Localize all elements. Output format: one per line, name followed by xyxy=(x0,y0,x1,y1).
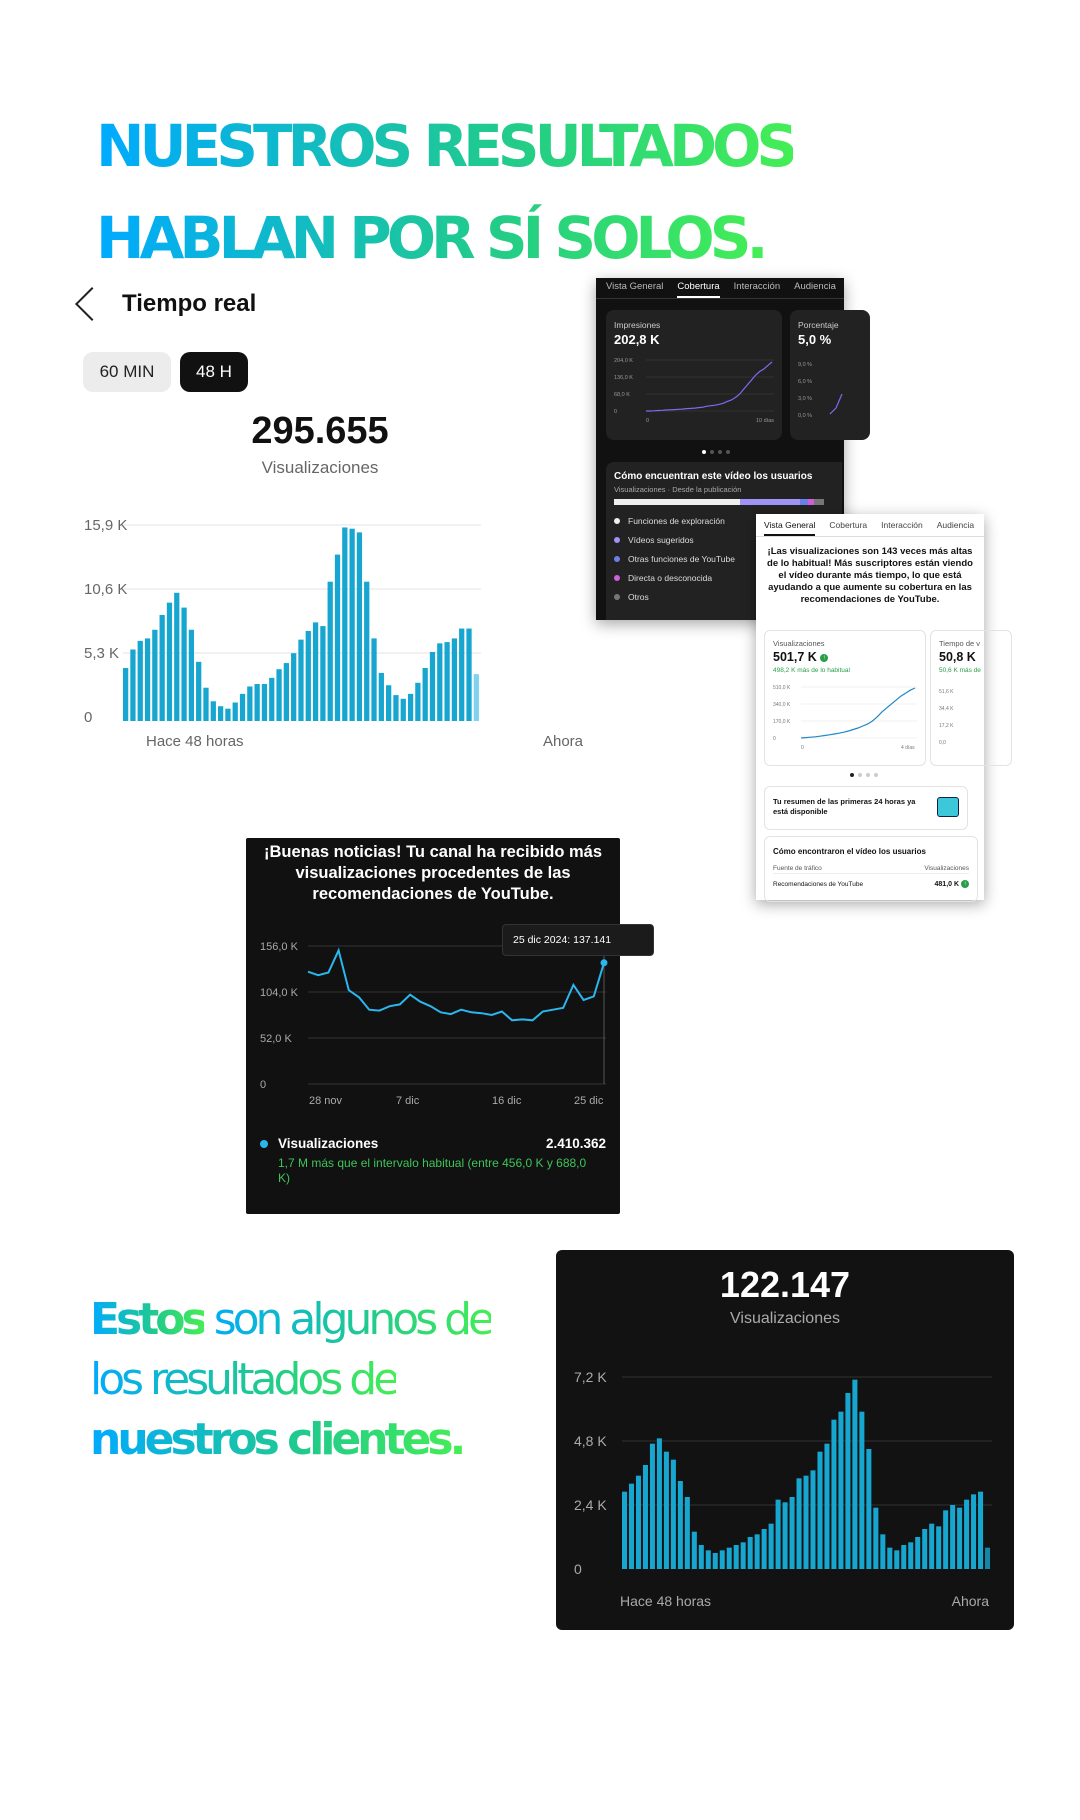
views-chart xyxy=(765,679,925,765)
y-label: 3,0 % xyxy=(798,396,813,402)
bar xyxy=(824,1444,829,1569)
bar xyxy=(783,1502,788,1569)
bar xyxy=(452,638,457,721)
bar xyxy=(657,1438,662,1569)
bar xyxy=(203,688,208,721)
realtime-title: Tiempo real xyxy=(122,290,257,317)
watch-time-panel xyxy=(930,630,1012,766)
bar xyxy=(379,673,384,721)
news-message: ¡Buenas noticias! Tu canal ha recibido más visualizaciones procedentes de las recomendaciones de YouTube. xyxy=(263,843,603,903)
bar xyxy=(189,630,194,721)
dark-realtime-label: Visualizaciones xyxy=(730,1310,840,1327)
y-label: 0 xyxy=(84,709,93,726)
bar xyxy=(880,1534,885,1569)
realtime-total-label: Visualizaciones xyxy=(261,458,379,477)
legend-item: Otras funciones de YouTube xyxy=(628,553,735,564)
bar xyxy=(894,1550,899,1569)
y-label: 0,0 % xyxy=(798,413,813,419)
views-line xyxy=(801,688,915,738)
bar xyxy=(181,608,186,721)
bar xyxy=(720,1550,725,1569)
dark-realtime-total: 122.147 xyxy=(719,1264,851,1305)
bar xyxy=(262,684,267,721)
impressions-chart xyxy=(606,350,782,440)
bar xyxy=(138,641,143,721)
bar xyxy=(459,629,464,721)
bar xyxy=(247,686,252,721)
bar xyxy=(415,683,420,721)
pill-60-min[interactable]: 60 MIN xyxy=(83,352,171,392)
percentage-label: Porcentaje xyxy=(798,320,839,330)
bar xyxy=(685,1497,690,1569)
bar xyxy=(797,1478,802,1569)
bar xyxy=(650,1444,655,1569)
y-label: 4,8 K xyxy=(574,1433,607,1449)
x-label: 28 nov xyxy=(309,1095,343,1107)
x-label-end: Ahora xyxy=(542,733,583,750)
carousel-dots[interactable] xyxy=(850,773,878,777)
y-label: 6,0 % xyxy=(798,379,813,385)
bar xyxy=(978,1492,983,1569)
traffic-source-panel xyxy=(764,836,978,902)
bar xyxy=(957,1508,962,1569)
bar xyxy=(240,694,245,721)
back-chevron-icon[interactable] xyxy=(75,287,109,321)
bar xyxy=(269,678,274,721)
news-series-end-point[interactable] xyxy=(601,959,608,966)
bar xyxy=(929,1524,934,1569)
y-label: 340,0 K xyxy=(773,702,791,708)
views-label: Visualizaciones xyxy=(773,639,825,648)
bar xyxy=(328,582,333,721)
bar xyxy=(145,638,150,721)
bar xyxy=(357,532,362,721)
views-value: 501,7 K xyxy=(773,650,817,664)
y-label: 52,0 K xyxy=(260,1033,292,1045)
impressions-panel xyxy=(606,310,782,440)
bar xyxy=(444,642,449,721)
x-label: 0 xyxy=(646,418,650,424)
tagline-rest-line1: son algunos de xyxy=(203,1294,492,1345)
headline xyxy=(96,100,793,284)
y-label: 136,0 K xyxy=(614,375,633,381)
summary-banner[interactable] xyxy=(764,786,968,830)
y-label: 68,0 K xyxy=(614,392,630,398)
y-label: 15,9 K xyxy=(84,517,128,534)
bar xyxy=(225,709,230,721)
bar xyxy=(734,1545,739,1569)
impressions-value: 202,8 K xyxy=(614,332,660,347)
bar xyxy=(643,1465,648,1569)
tab-audiencia[interactable]: Audiencia xyxy=(936,520,975,530)
up-arrow-icon: ↑ xyxy=(820,654,828,662)
bar xyxy=(908,1542,913,1569)
tab-vista-general[interactable]: Vista General xyxy=(606,281,664,292)
bar xyxy=(936,1526,941,1569)
x-label: 25 dic xyxy=(574,1095,604,1107)
bar xyxy=(430,652,435,721)
watch-time-value: 50,8 K xyxy=(939,650,976,664)
bar xyxy=(971,1494,976,1569)
bar xyxy=(852,1380,857,1569)
bar xyxy=(320,626,325,721)
percentage-panel xyxy=(790,310,870,440)
impressions-label: Impresiones xyxy=(614,320,661,330)
impressions-line xyxy=(646,362,772,411)
bar xyxy=(364,582,369,721)
bar xyxy=(408,694,413,721)
watch-time-label: Tiempo de v xyxy=(939,639,980,648)
bar xyxy=(671,1460,676,1569)
y-label: 10,6 K xyxy=(84,581,128,598)
legend-item: Otros xyxy=(628,591,649,602)
y-label: 0 xyxy=(574,1561,582,1577)
bar xyxy=(276,669,281,721)
legend-item: Funciones de exploración xyxy=(628,515,725,526)
views-panel xyxy=(764,630,926,766)
news-legend-value: 2.410.362 xyxy=(545,1136,606,1151)
bar xyxy=(255,684,260,721)
tab-audiencia[interactable]: Audiencia xyxy=(794,281,836,292)
bar xyxy=(790,1497,795,1569)
x-label-start: Hace 48 horas xyxy=(620,1593,712,1609)
bar xyxy=(298,640,303,721)
legend-item: Directa o desconocida xyxy=(628,572,713,583)
bottom-tagline xyxy=(90,1290,491,1470)
tab-cobertura[interactable]: Cobertura xyxy=(677,281,719,298)
bar xyxy=(915,1537,920,1569)
bar xyxy=(386,685,391,721)
traffic-source-title: Cómo encontraron el vídeo los usuarios xyxy=(773,847,926,856)
x-label-end: Ahora xyxy=(951,1593,989,1609)
x-label: 16 dic xyxy=(492,1095,522,1107)
bar xyxy=(964,1500,969,1569)
bar xyxy=(423,668,428,721)
bar xyxy=(804,1476,809,1569)
bar xyxy=(393,695,398,721)
views-header: Visualizaciones xyxy=(924,865,969,872)
realtime-total: 295.655 xyxy=(251,410,389,452)
headline-line-1: NUESTROS RESULTADOS xyxy=(96,100,793,192)
bar xyxy=(866,1449,871,1569)
source-name: Recomendaciones de YouTube xyxy=(773,881,864,888)
bar xyxy=(629,1484,634,1569)
bar xyxy=(284,663,289,721)
legend-dot-icon xyxy=(260,1140,268,1148)
news-card xyxy=(246,838,620,1214)
bar xyxy=(474,674,479,721)
bar xyxy=(706,1550,711,1569)
bar xyxy=(922,1529,927,1569)
bar xyxy=(817,1452,822,1569)
bar xyxy=(636,1476,641,1569)
y-label: 34,4 K xyxy=(939,706,954,712)
y-label: 104,0 K xyxy=(260,987,298,999)
traffic-stacked-bar xyxy=(614,499,824,505)
y-label: 0 xyxy=(260,1079,267,1091)
bar xyxy=(466,629,471,721)
bar xyxy=(437,643,442,721)
bar xyxy=(845,1393,850,1569)
bar xyxy=(873,1508,878,1569)
bar xyxy=(692,1532,697,1569)
bar xyxy=(371,638,376,721)
bar xyxy=(335,555,340,721)
news-series-line xyxy=(308,950,604,1020)
source-value: 481,0 K xyxy=(934,880,960,888)
bar xyxy=(755,1534,760,1569)
news-legend-note: 1,7 M más que el intervalo habitual (entre 456,0 K y 688,0 K) xyxy=(278,1156,587,1185)
realtime-bar-chart xyxy=(70,500,583,760)
bar xyxy=(306,631,311,721)
bar xyxy=(741,1542,746,1569)
tagline-line2: los resultados de xyxy=(90,1350,396,1410)
overview-card xyxy=(756,514,984,900)
bar xyxy=(810,1470,815,1569)
bar xyxy=(130,650,135,721)
bar xyxy=(622,1492,627,1569)
bar xyxy=(401,699,406,721)
bar xyxy=(211,701,216,721)
bar xyxy=(769,1524,774,1569)
bar xyxy=(838,1412,843,1569)
y-label: 170,0 K xyxy=(773,719,791,725)
traffic-subtitle: Visualizaciones · Desde la publicación xyxy=(614,485,742,494)
dark-realtime-bar-chart xyxy=(556,1340,1014,1630)
bar xyxy=(713,1553,718,1569)
tab-vista-general[interactable]: Vista General xyxy=(764,520,815,536)
y-label: 510,0 K xyxy=(773,685,791,691)
bar xyxy=(699,1545,704,1569)
traffic-legend xyxy=(614,511,735,606)
y-label: 0,0 xyxy=(939,740,946,746)
y-label: 0 xyxy=(773,736,776,742)
x-label: 4 días xyxy=(901,745,915,751)
bar xyxy=(985,1548,990,1569)
tab-interaccion[interactable]: Interacción xyxy=(733,281,781,292)
up-arrow-icon: ↑ xyxy=(961,880,969,888)
bar xyxy=(950,1505,955,1569)
percentage-value: 5,0 % xyxy=(798,332,832,347)
bar xyxy=(218,706,223,721)
bar xyxy=(167,603,172,721)
bar xyxy=(342,527,347,721)
x-label: 10 días xyxy=(756,418,775,424)
bar xyxy=(349,529,354,721)
y-label: 7,2 K xyxy=(574,1369,607,1385)
bar xyxy=(887,1548,892,1569)
bar xyxy=(291,653,296,721)
bar xyxy=(727,1548,732,1569)
bar xyxy=(152,630,157,721)
bar xyxy=(901,1545,906,1569)
y-label: 17,2 K xyxy=(939,723,954,729)
views-note: 498,2 K más de lo habitual xyxy=(773,667,850,674)
tagline-word-estos: Estos xyxy=(90,1294,204,1345)
bar xyxy=(748,1537,753,1569)
tab-interaccion[interactable]: Interacción xyxy=(881,520,923,530)
y-label: 9,0 % xyxy=(798,362,813,368)
y-label: 2,4 K xyxy=(574,1497,607,1513)
bar xyxy=(233,703,238,721)
pill-48-h[interactable]: 48 H xyxy=(180,352,248,392)
bar xyxy=(313,622,318,721)
x-label: 7 dic xyxy=(396,1095,420,1107)
summary-calendar-icon xyxy=(937,797,959,817)
y-label: 204,0 K xyxy=(614,358,633,364)
bar xyxy=(160,615,165,721)
bar xyxy=(762,1529,767,1569)
overview-message: ¡Las visualizaciones son 143 veces más altas de lo habitual! Más suscriptores están viendo el vídeo durante más tiempo, lo que está ayudando a que aumente su cobertura en las recomendaciones de YouTube. xyxy=(767,546,973,605)
tagline-line3: nuestros clientes. xyxy=(90,1410,462,1470)
watch-time-note: 50,6 K más de xyxy=(939,667,981,674)
coverage-tabs xyxy=(606,281,836,298)
traffic-title: Cómo encuentran este vídeo los usuarios xyxy=(614,471,813,482)
bar xyxy=(664,1452,669,1569)
bar xyxy=(196,662,201,721)
legend-item: Vídeos sugeridos xyxy=(628,534,694,545)
bar xyxy=(776,1500,781,1569)
dark-realtime-card xyxy=(556,1250,1014,1630)
tab-cobertura[interactable]: Cobertura xyxy=(829,520,868,530)
bar xyxy=(678,1481,683,1569)
x-label-start: Hace 48 horas xyxy=(146,733,244,750)
bar xyxy=(174,593,179,721)
bar xyxy=(831,1420,836,1569)
y-label: 156,0 K xyxy=(260,941,298,953)
bar xyxy=(859,1412,864,1569)
x-label: 0 xyxy=(801,745,804,751)
summary-text: Tu resumen de las primeras 24 horas ya está disponible xyxy=(773,797,916,816)
carousel-dots[interactable] xyxy=(702,450,730,454)
news-legend-label: Visualizaciones xyxy=(278,1136,379,1151)
source-header: Fuente de tráfico xyxy=(773,865,822,872)
headline-line-2: HABLAN POR SÍ SOLOS. xyxy=(96,192,764,284)
bar xyxy=(123,668,128,721)
news-tooltip: 25 dic 2024: 137.141 xyxy=(502,924,654,956)
y-label: 51,6 K xyxy=(939,689,954,695)
y-label: 0 xyxy=(614,409,618,415)
bar xyxy=(943,1510,948,1569)
overview-tabs xyxy=(764,520,974,536)
y-label: 5,3 K xyxy=(84,645,120,662)
